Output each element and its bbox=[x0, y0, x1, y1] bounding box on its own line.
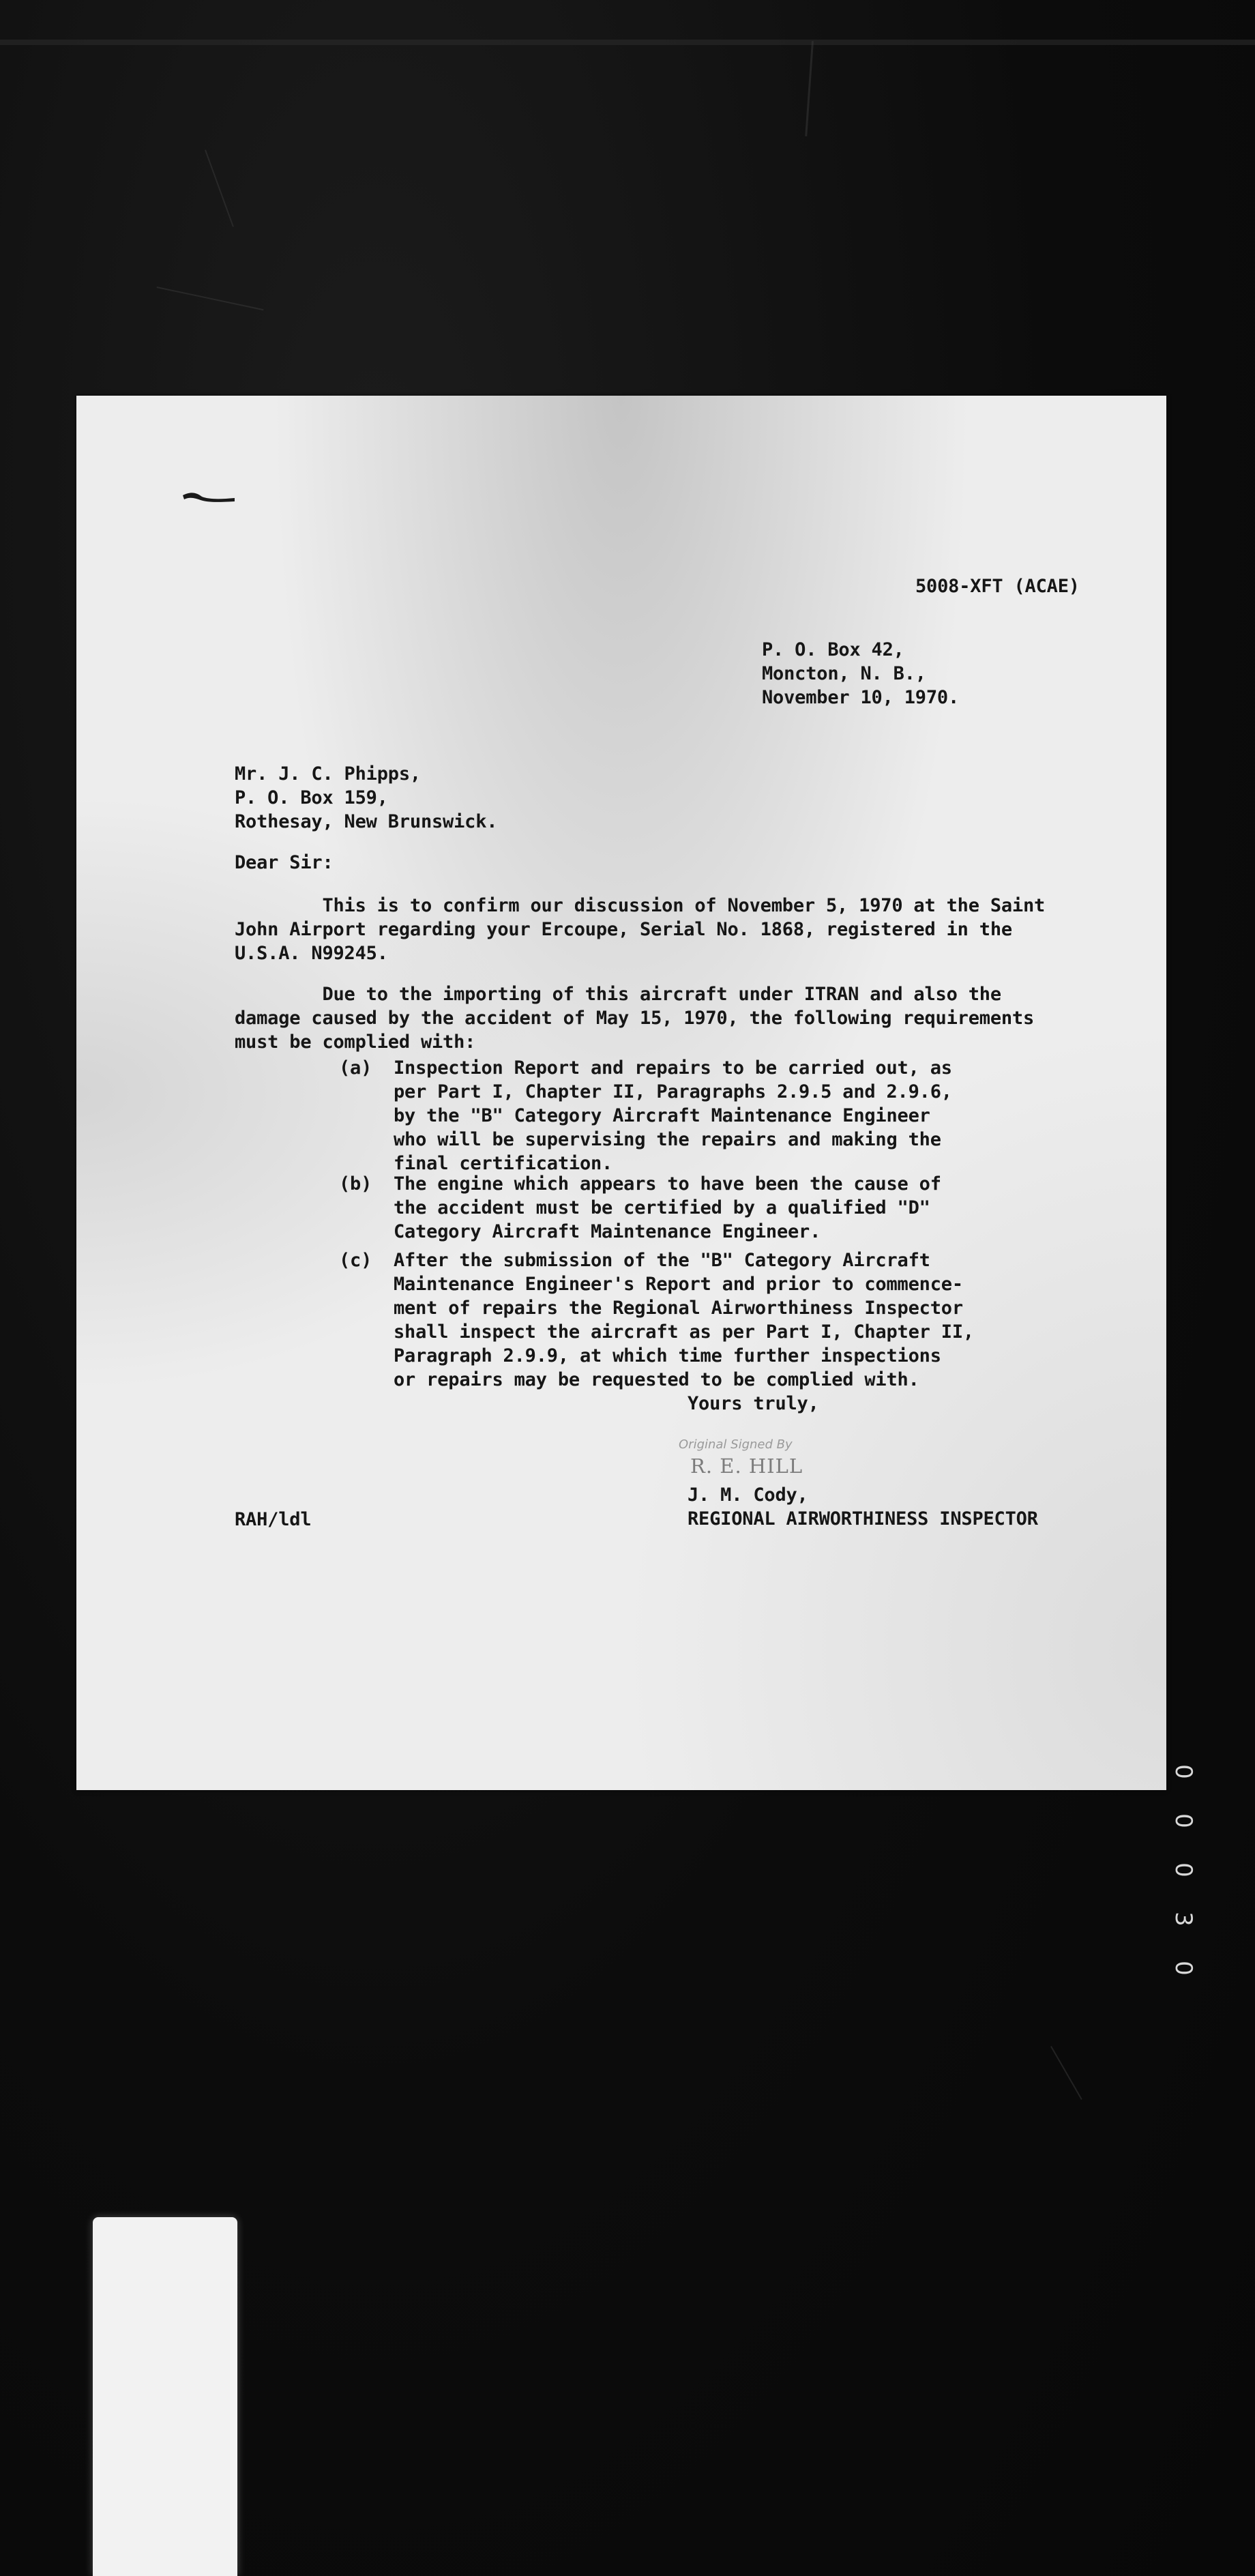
film-frame-number bbox=[1165, 1760, 1202, 2033]
requirement-line: Maintenance Engineer's Report and prior to commence- bbox=[394, 1274, 963, 1295]
ink-mark-icon bbox=[181, 490, 236, 503]
requirement-line: Paragraph 2.9.9, at which time further inspections bbox=[394, 1345, 941, 1366]
film-leader-block bbox=[93, 2217, 237, 2576]
paragraph-line: must be complied with: bbox=[235, 1031, 476, 1053]
frame-digit: 0 bbox=[1170, 1764, 1197, 1779]
requirement-text bbox=[394, 1056, 952, 1175]
signer-title: REGIONAL AIRWORTHINESS INSPECTOR bbox=[688, 1508, 1038, 1530]
file-reference: 5008-XFT (ACAE) bbox=[915, 576, 1080, 597]
paragraph-line: Due to the importing of this aircraft under ITRAN and also the bbox=[235, 984, 1001, 1005]
recipient-address-line: P. O. Box 159, bbox=[235, 787, 388, 808]
requirement-line: who will be supervising the repairs and making the bbox=[394, 1129, 941, 1150]
paragraph-line: damage caused by the accident of May 15, 1970, the following requirements bbox=[235, 1008, 1035, 1029]
requirement-line: After the submission of the "B" Category Aircraft bbox=[394, 1250, 930, 1271]
requirement-letter: (b) bbox=[339, 1173, 372, 1195]
body-paragraph bbox=[235, 894, 1045, 965]
frame-digit: 0 bbox=[1170, 1961, 1197, 1976]
requirement-item-a bbox=[339, 1056, 952, 1174]
requirement-line: The engine which appears to have been the cause of bbox=[394, 1173, 941, 1195]
frame-digit: 0 bbox=[1170, 1862, 1197, 1877]
paragraph-line: John Airport regarding your Ercoupe, Serial No. 1868, registered in the bbox=[235, 919, 1012, 940]
requirement-text bbox=[394, 1172, 941, 1244]
requirement-line: by the "B" Category Aircraft Maintenance Engineer bbox=[394, 1105, 930, 1126]
paragraph-line: U.S.A. N99245. bbox=[235, 943, 388, 964]
sender-address-line: Moncton, N. B., bbox=[762, 663, 926, 684]
signed-stamp: Original Signed By bbox=[679, 1437, 793, 1452]
signer-name: J. M. Cody, bbox=[688, 1484, 808, 1506]
requirement-item-c bbox=[339, 1248, 974, 1390]
recipient-address-line: Rothesay, New Brunswick. bbox=[235, 811, 498, 832]
closing: Yours truly, bbox=[688, 1393, 819, 1414]
requirement-letter: (c) bbox=[339, 1250, 372, 1271]
requirement-text bbox=[394, 1248, 974, 1392]
requirement-line: ment of repairs the Regional Airworthiness Inspector bbox=[394, 1298, 963, 1319]
typist-initials: RAH/ldl bbox=[235, 1509, 312, 1530]
recipient-address bbox=[235, 762, 497, 834]
film-edge bbox=[0, 40, 1255, 45]
requirement-line: Category Aircraft Maintenance Engineer. bbox=[394, 1221, 821, 1242]
salutation: Dear Sir: bbox=[235, 852, 334, 873]
body-paragraph bbox=[235, 982, 1034, 1054]
letter-date: November 10, 1970. bbox=[762, 687, 959, 708]
requirement-line: Inspection Report and repairs to be carried out, as bbox=[394, 1057, 952, 1079]
sender-address bbox=[762, 638, 959, 709]
paragraph-line: This is to confirm our discussion of November 5, 1970 at the Saint bbox=[235, 895, 1046, 916]
signer-block bbox=[688, 1483, 1038, 1531]
frame-digit: 0 bbox=[1170, 1813, 1197, 1828]
requirement-line: final certification. bbox=[394, 1153, 613, 1174]
sender-address-line: P. O. Box 42, bbox=[762, 639, 904, 660]
requirement-line: shall inspect the aircraft as per Part I, Chapter II, bbox=[394, 1321, 974, 1343]
requirement-line: the accident must be certified by a qualified "D" bbox=[394, 1197, 930, 1218]
signature: R. E. HILL bbox=[690, 1454, 803, 1478]
recipient-name: Mr. J. C. Phipps, bbox=[235, 763, 421, 785]
frame-digit: 3 bbox=[1170, 1912, 1197, 1927]
requirement-letter: (a) bbox=[339, 1057, 372, 1079]
requirement-line: per Part I, Chapter II, Paragraphs 2.9.5 and 2.9.6, bbox=[394, 1081, 952, 1102]
letter-page bbox=[76, 396, 1166, 1790]
requirement-line: or repairs may be requested to be complied with. bbox=[394, 1369, 919, 1390]
